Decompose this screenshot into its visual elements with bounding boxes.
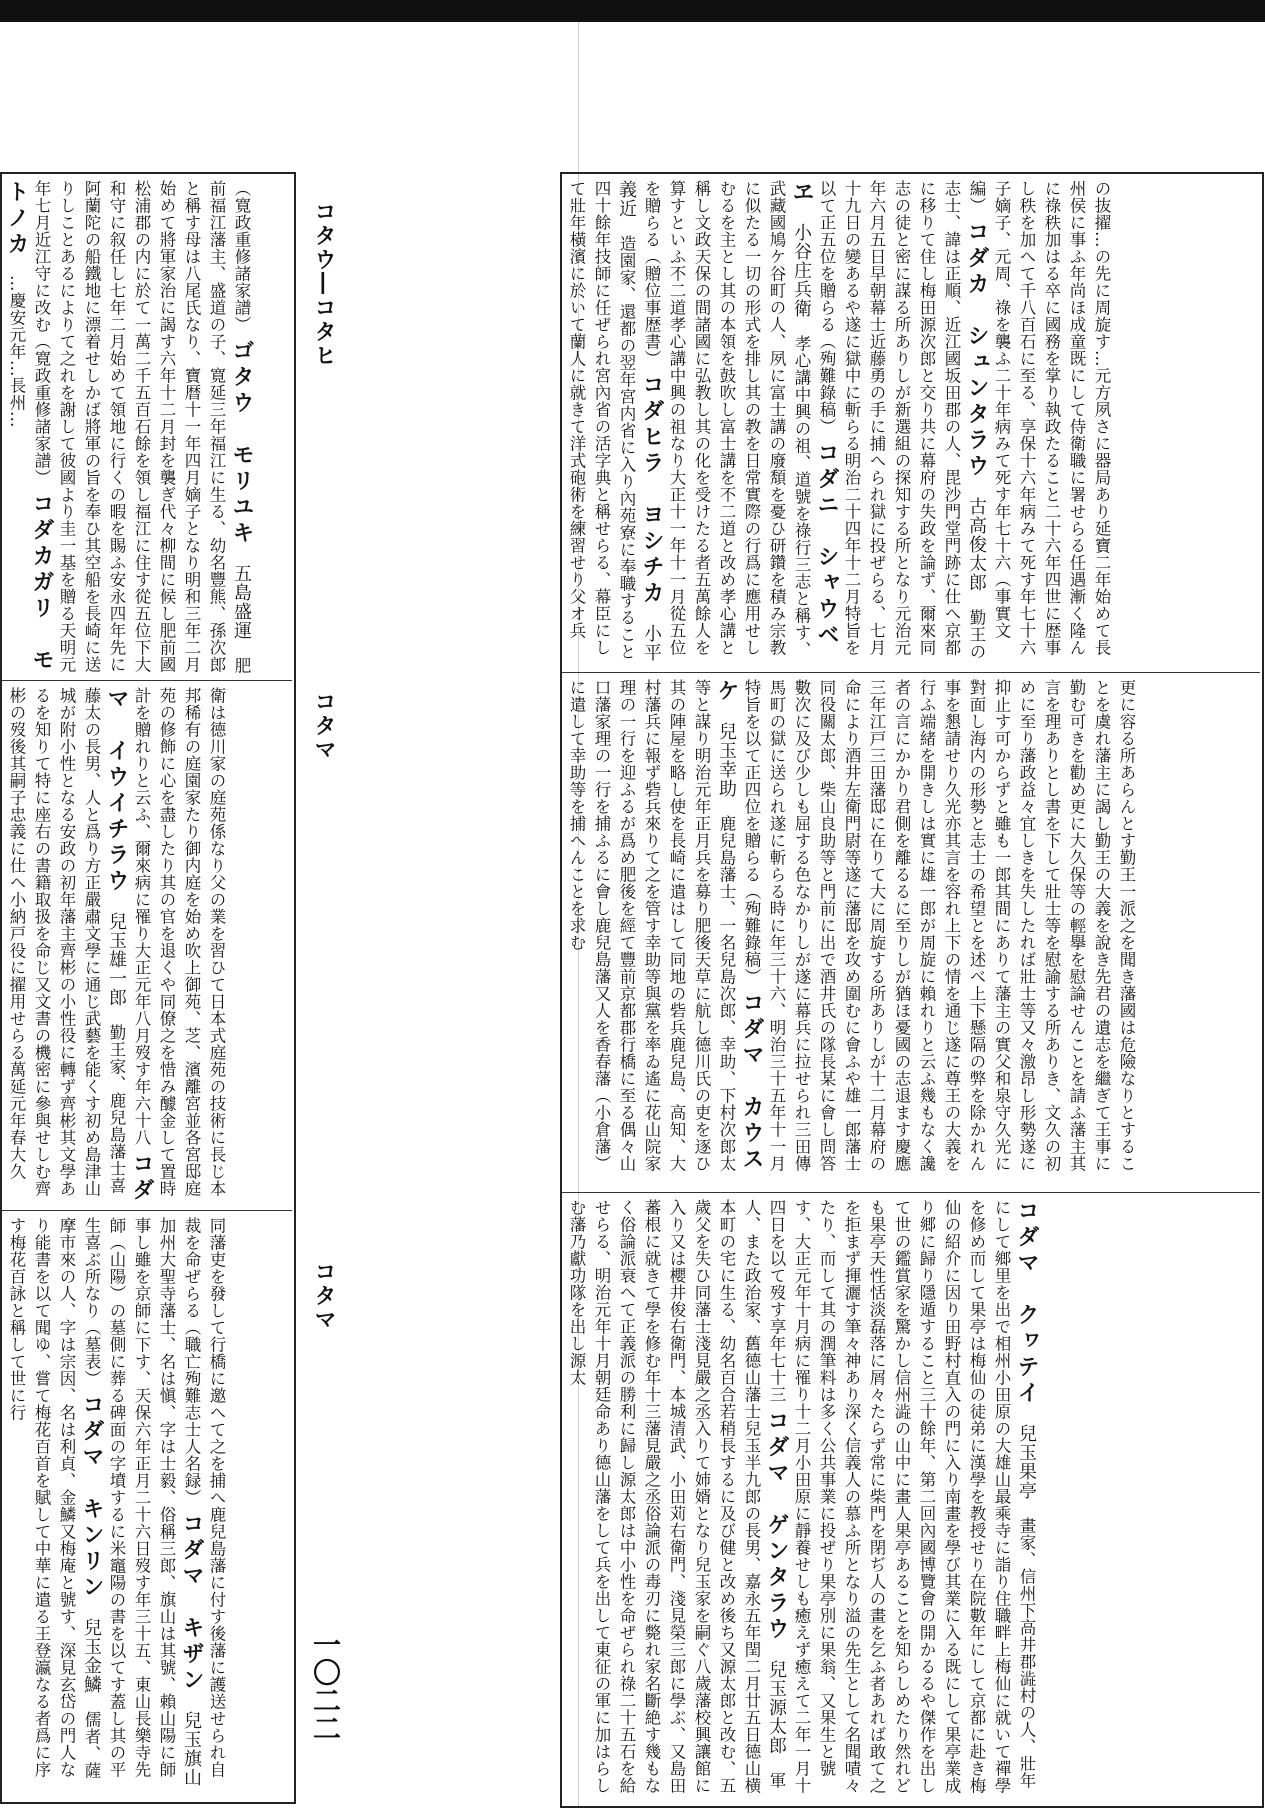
entry-name: 古高俊太郎 — [966, 496, 987, 592]
left-page-frame — [0, 172, 296, 1804]
entry-title: コダマ カウスケ — [714, 679, 764, 1173]
entry — [32, 180, 254, 674]
entry-body: 同藩吏を發して行橋に邀へて之を捕へ鹿兒島藩に付す後藩に護送せられ自裁を命ぜらる（職亡殉難志士人名録） — [182, 1217, 226, 1778]
entry-name: 兒玉旗山 — [181, 1710, 202, 1787]
entry-title: コダカ シュンタラウ — [964, 219, 989, 480]
running-head-top: コタウ―コタヒ — [311, 200, 337, 368]
entry — [817, 180, 989, 660]
entry-name: 小平義近 — [616, 180, 662, 662]
entry-title: コダマ ゲンタラウ — [764, 1408, 789, 1643]
left-middle-block — [2, 680, 292, 1210]
entry-title: ゴタウ モリユキ — [229, 338, 254, 547]
entry-name: 兒玉幸助 — [716, 722, 737, 798]
entry — [767, 1199, 1039, 1794]
scan-top-border — [0, 0, 1265, 22]
entry-name: 五島盛運 — [231, 563, 252, 640]
entry-name: 兒玉金鱗 — [81, 1617, 102, 1694]
right-upper-block — [562, 174, 1260, 672]
page-number: 一〇二二 — [309, 1630, 342, 1742]
entry-title: コダヒラ ヨシチカ — [639, 372, 664, 607]
entry — [567, 1199, 789, 1794]
entry-body: 儒者、薩摩市來の人、字は宗因、名は利貞、金鱗又梅庵と號す、深見玄岱の門人なり能書を以て聞ゆ、嘗て梅花百首を賦して中華に遣る王登瀛なる者爲に序す梅花百詠と稱して世に行 — [7, 1217, 101, 1779]
entry-body: 勤王家、鹿兒島藩士喜藤太の長男、人と爲り方正嚴肅文學に通じ武藝を能くす初め島津山城が附小性となる安政の初年藩主齊彬の小性役に轉ず齊彬其文學あるを知りて特に座右の書籍取扱を命じ又文書の機密に參與せしむ齊彬の歿後其嗣子忠義に仕へ小納戸役に擢用せらる萬延元年春大久 — [7, 687, 126, 1197]
entry-title: コダマ キザン — [179, 1511, 204, 1694]
entry — [132, 687, 226, 1197]
running-head-middle: コタマ — [311, 690, 337, 762]
entry-body: 勤王の志士、諱は正順、近江國坂田郡の人、毘沙門堂門跡に仕へ京都に移りて住し梅田源次郎と交り共に幕府の失政を論ず、爾來同志の徒と密に謀る所ありしが新選組の探知する所となり元治元年六月五日早朝幕士近藤勇の手に捕へられ獄に投ぜらる、七月十九日の變あるや遂に獄中に斬らる明治二十四年十二月特旨を以て正五位を贈らる（殉難錄稿） — [817, 180, 986, 660]
entry — [7, 687, 154, 1204]
entry-body: 肥前福江藩主、盛道の子、寛延三年福江に生る、幼名豐熊、孫次郎と稱す母は八尾氏なり、寶暦十一年四月嫡子となり明和三年二月始めて將軍家治に謁す六年十二月封を襲ぎ代々柳間に候し肥前國松浦郡の内に於て一萬二千五百石餘を領し福江に住す從五位下大和守に叙任し七年二月始めて領地に行くの暇を賜ふ安永四年先に阿蘭陀の船鐵地に漂着せしかば將軍の旨を奉ひ其空船を長崎に送りしことあるによりて之れを謝して彼國より圭一基を贈る天明元年七月近江守に改む（寛政重修諸家譜） — [32, 180, 251, 674]
entry-body: 衛は德川家の庭苑係なり父の業を習ひて日本式庭苑の技術に長じ本邦稀有の庭園家たり御内庭を始め吹上御苑、芝、濱離宮並各宮邸庭苑の修飾に心を盡したり其の官を退くや同僚之を惜み醵金して置時計を贈れりと云ふ、爾來病に罹り大正元年八月歿す年六十八 — [132, 687, 226, 1197]
entry-name: 兒玉果亭 — [1016, 1424, 1037, 1500]
entry — [567, 679, 764, 1173]
entry-title: コダカガリ モトノカ — [4, 180, 54, 674]
entry-name: 小谷庄兵衛 — [791, 223, 812, 318]
entry-body: 更に容る所あらんとす勤王一派之を聞き藩國は危險なりとすることを虞れ藩主に謁し勤王の大義を說き先君の遺志を繼ぎて王事に勤む可きを勸め更に大久保等の輕擧を慰論せんことを請ふ藩主其言を理ありとし書を下して壯士等を慰諭する所ありき、文久の初めに至り藩政益々宜しきを失したれば壯士等又々激昂し形勢遂に抑止す可からずと雖も一郎其間にありて藩主の實父和泉守久光に對面し海内の形勢と志士の希望とを述べ上下懸隔の弊を除かれん事を懇請せり久光亦其言を容れ上下の情を通じ遂に尊王の大義を行ふ端緒を開きしは實に雄一郎が周旋に賴れりと云ふ幾もなく讒者の言にかかり君側を離るるに至りしが猶ほ憂國の志退ます慶應三年江戸三田藩邸に在りて大に周旋する所ありしが十二月幕府の命により酒井左衛門尉等遂に藩邸を攻め圍むに會ふや雄一郎藩士同役關太郎、柴山良助等と門前に出で酒井氏の隊長某に會し問答數次に及び少しも屈する色なかりしが遂に幕兵に拉せられ三田傳馬町の獄に送られ遂に斬らる時に年三十六、明治三十五年十一月特旨を以て正四位を贈らる（殉難錄稿） — [742, 679, 1136, 1172]
entry-body: …慶安元年…長州… — [7, 275, 26, 428]
entry-title: コダマ イウイチラウ — [104, 687, 154, 1204]
entry-title: コダニ シャウベヱ — [789, 180, 839, 649]
entry-body: （寛政重修諸家譜） — [232, 180, 251, 333]
entry-body: の抜擢…の先に周旋す…元方夙さに器局あり延寶二年始めて長州侯に事ふ年尚ほ成童既にして侍衛職に署せらる任遇漸く隆んに祿秩加はる卒に國務を掌り執政たること二十六年四世に歴事し秩を加へて千八百石に至る、享保十六年病みて死す年七十六子嫡子、元周、祿を襲ふ二十年病みて死す年七十六（事實文編） — [967, 180, 1111, 656]
entry-name: 兒玉雄一郎 — [106, 912, 127, 1007]
entry — [232, 180, 251, 333]
entry-title: コダマ クヮテイ — [1014, 1199, 1039, 1407]
right-page-frame — [560, 172, 1264, 1808]
entry-body: 加州大聖寺藩士、名は愼、字は士毅、俗稱三郎、旗山は其號、賴山陽に師事し雖を京師に下す、天保六年正月二十六日歿す年三十五、東山長樂寺先師（山陽）の墓側に葬る碑面の字墳するに米竈陽の書を以てす蓋し其の平生喜ぶ所なり（墓表） — [82, 1217, 176, 1778]
entry-body: 軍人、また政治家、舊德山藩士兒玉半九郎の長男、嘉永五年閏二月廿五日德山横本町の宅に生る、幼名百合若稍長するに及び健と改め後ち又源太郎と改む、五歲父を失ひ同藩士淺見嚴之丞入りて姉婿となり兒玉家を嗣ぐ八歲藩校興讓館に入り又は櫻井俊右衛門、本城清武、小田苅右衛門、淺見榮三郎に學ぶ、又島田蕃根に就きて學を修む年十三藩見嚴之丞俗論派の毒刃に斃れ家名斷絶す幾もなく俗論派衰へて正義派の勝利に歸し源太郎は中小性を命ぜられ祿二十五石を給せらる、明治元年十月朝廷命あり德山藩をして兵を出して東征の軍に加はらしむ藩乃獻功隊を出し源太 — [567, 1199, 786, 1794]
entry-body: 畫家、信州下高井郡澁村の人、壯年にして鄉里を出で相州小田原の大雄山最乘寺に詣り住職畔上梅仙に就いて禪學を修め而して果亭は梅仙の徒弟に漢學を教授せり在院數年にして京都に赴き梅仙の紹介に因り田野村直入の門に入り南畫を學び其業に入る既にして果亭業成り郷に歸り隱遁すること三十餘年、第二回內國博覽會の開かるるや傑作を出して世の鑑賞家を驚かし信州澁の山中に畫人果亭あることを知らしめたり然れども果亭天性恬淡磊落に屑々たらず常に柴門を閉ぢ人の畫を乞ふ者あれば敢て之を拒まず揮灑す筆々神あり深く信義人の慕ふ所となり溢の先生として名聞嘖々たり、而して其の潤筆料は多く公共事業に投ぜり果亭別に果翁、又果生と號す、大正元年十月病に罹り十二月小田原に靜養せしも癒えず癒えて二年一月十四日を以て歿す享年七十三 — [767, 1199, 1036, 1794]
entry-body: 鹿兒島藩士、一名兒島次郎、幸助、下村次郎太等と謀り明治元年正月兵を募り肥後天草に航し德川氏の吏を逐ひ其の陣屋を略し使を長崎に遣はして同地の砦兵鹿兒島、高知、大村藩兵に報ず砦兵來りて之を管す幸助等與黨を率ゐ遙に花山院家理の一行を迎ふるが爲め肥後を經て豐前京都郡行橋に至る偶々山口藩家理の一行を捕ふるに會し鹿兒島藩又人を香春藩（小倉藩）に遣して幸助等を捕へんことを求む — [567, 679, 736, 1172]
entry-name: 兒玉源太郎 — [766, 1659, 787, 1755]
right-middle-block — [562, 672, 1260, 1192]
entry-body: 造園家、還都の翌年宮内省に入り內苑寮に奉職すること四十餘年技師に任ぜられ宮內省の活字典と稱せらる、幕臣にして壯年橫濱に於いて蘭人に就きて洋式砲術を練習せり父オ兵 — [567, 180, 636, 660]
entry — [742, 679, 1136, 1172]
left-upper-block — [2, 174, 292, 680]
entry-body: 孝心講中興の祖、道號を祿行三志と稱す、武藏國鳩ケ谷町の人、夙に富士講の廢頽を憂ひ研鑽を積み宗教に似たる一切の形式を排し其の教を日常實際の行爲に應用せしむるを主とし其の本領を鼓吹し富士講を不二道と改め孝心講と稱し文政天保の間諸國に弘教し其の化を受けたる者五萬餘人を算すといふ不二道孝心講中興の祖なり大正十一年十一月從五位を贈らる（贈位事歴書） — [642, 180, 811, 658]
right-lower-block — [562, 1192, 1260, 1802]
left-lower-block — [2, 1210, 292, 1800]
entry-title: コダマ キンリン — [79, 1392, 104, 1601]
running-head-bottom: コタマ — [311, 1260, 337, 1332]
entry — [642, 180, 839, 658]
